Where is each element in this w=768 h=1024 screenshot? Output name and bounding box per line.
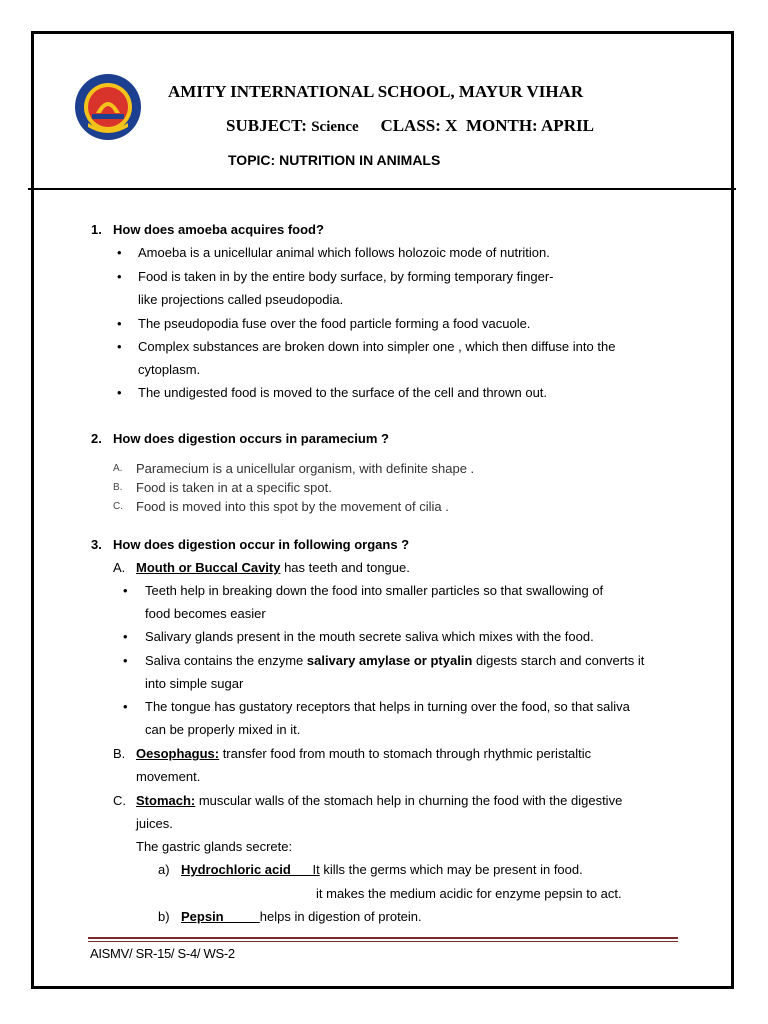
- sub-item-continued: it makes the medium acidic for enzyme pepsin to act.: [316, 886, 622, 901]
- list-item: Food is moved into this spot by the movement of cilia .: [136, 499, 449, 514]
- list-item: The pseudopodia fuse over the food particle forming a food vacuole.: [138, 316, 531, 331]
- section-marker: A.: [113, 560, 126, 575]
- question-2: How does digestion occurs in paramecium ?: [113, 431, 389, 446]
- sub-marker: a): [158, 862, 170, 877]
- section-title: Oesophagus:: [136, 746, 220, 761]
- topic-title: TOPIC: NUTRITION IN ANIMALS: [228, 152, 441, 168]
- footer-divider: [88, 937, 678, 939]
- subject-value: Science: [311, 119, 359, 135]
- list-item-continued: into simple sugar: [145, 676, 244, 691]
- section-stomach: Stomach: muscular walls of the stomach help in churning the food with the digestive: [136, 793, 623, 808]
- month-label: MONTH:: [465, 116, 538, 135]
- list-item: Teeth help in breaking down the food into smaller particles so that swallowing of: [145, 583, 604, 598]
- subject-label: SUBJECT:: [226, 116, 307, 135]
- section-marker: B.: [113, 746, 126, 761]
- question-1: How does amoeba acquires food?: [113, 222, 324, 237]
- list-item: Paramecium is a unicellular organism, with definite shape .: [136, 461, 475, 476]
- list-marker: C.: [113, 501, 123, 512]
- sub-item-hcl: Hydrochloric acid It kills the germs which may be present in food.: [181, 862, 583, 877]
- list-item: Amoeba is a unicellular animal which follows holozoic mode of nutrition.: [138, 245, 550, 260]
- section-continued: juices.: [136, 816, 173, 831]
- list-item-continued: food becomes easier: [145, 606, 266, 621]
- section-marker: C.: [113, 793, 126, 808]
- month-value: APRIL: [541, 116, 594, 135]
- section-oesophagus: Oesophagus: transfer food from mouth to stomach through rhythmic peristaltic: [136, 746, 592, 761]
- class-label: CLASS: X: [380, 116, 458, 135]
- section-continued: The gastric glands secrete:: [136, 839, 293, 854]
- bullet-icon: •: [123, 653, 128, 668]
- question-number: 3.: [91, 537, 102, 552]
- bullet-icon: •: [123, 699, 128, 714]
- bullet-icon: •: [123, 629, 128, 644]
- school-name: AMITY INTERNATIONAL SCHOOL, MAYUR VIHAR: [168, 82, 584, 101]
- bullet-icon: •: [117, 269, 122, 284]
- list-item: Food is taken in by the entire body surface, by forming temporary finger-: [138, 269, 554, 284]
- list-item: The undigested food is moved to the surface of the cell and thrown out.: [138, 385, 548, 400]
- subject-line: [226, 116, 594, 136]
- bullet-icon: •: [117, 339, 122, 354]
- list-marker: A.: [113, 463, 123, 474]
- footer-code: AISMV/ SR-15/ S-4/ WS-2: [90, 946, 235, 961]
- school-logo: [74, 73, 142, 141]
- list-item: The tongue has gustatory receptors that helps in turning over the food, so that saliva: [145, 699, 630, 714]
- sub-item-pepsin: Pepsin helps in digestion of protein.: [181, 909, 422, 924]
- list-item: Food is taken in at a specific spot.: [136, 480, 332, 495]
- list-item: Complex substances are broken down into simpler one , which then diffuse into the: [138, 339, 616, 354]
- footer-divider: [88, 941, 678, 942]
- question-3: How does digestion occur in following organs ?: [113, 537, 410, 552]
- list-marker: B.: [113, 482, 123, 493]
- list-item: Saliva contains the enzyme salivary amylase or ptyalin digests starch and converts it: [145, 653, 645, 668]
- list-item: Salivary glands present in the mouth secrete saliva which mixes with the food.: [145, 629, 594, 644]
- section-title: Mouth or Buccal Cavity: [136, 560, 281, 575]
- header-divider: [28, 188, 736, 190]
- list-item-continued: can be properly mixed in it.: [145, 722, 301, 737]
- bullet-icon: •: [117, 316, 122, 331]
- question-number: 2.: [91, 431, 102, 446]
- list-item-continued: cytoplasm.: [138, 362, 201, 377]
- bullet-icon: •: [123, 583, 128, 598]
- bullet-icon: •: [117, 385, 122, 400]
- section-title: Stomach:: [136, 793, 196, 808]
- question-number: 1.: [91, 222, 102, 237]
- list-item-continued: like projections called pseudopodia.: [138, 292, 344, 307]
- section-continued: movement.: [136, 769, 201, 784]
- bullet-icon: •: [117, 245, 122, 260]
- sub-marker: b): [158, 909, 170, 924]
- section-mouth: Mouth or Buccal Cavity has teeth and tongue.: [136, 560, 410, 575]
